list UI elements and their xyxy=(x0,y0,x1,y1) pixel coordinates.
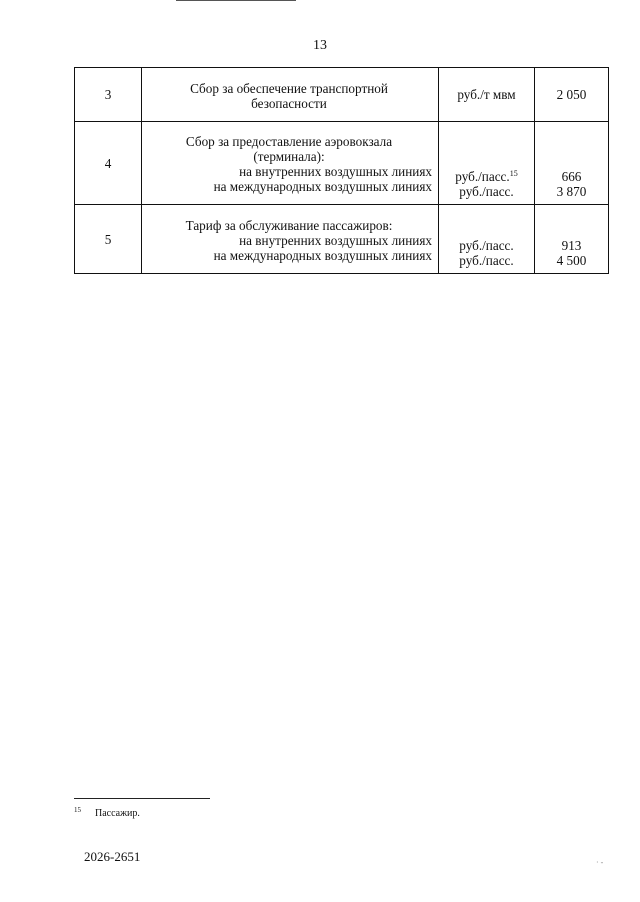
table-row xyxy=(75,122,609,205)
unit-line: руб./пасс. xyxy=(459,238,514,253)
footnote-mark: 15 xyxy=(74,806,81,814)
row-unit: руб./т мвм xyxy=(439,68,535,122)
row-title-line: Сбор за обеспечение транспортной xyxy=(190,80,388,96)
top-scan-rule xyxy=(176,0,296,1)
row-value xyxy=(535,205,609,274)
scan-specks: · ‑ xyxy=(596,858,604,867)
row-title-line: (терминала): xyxy=(253,149,325,164)
row-title-line: безопасности xyxy=(251,95,327,111)
row-sub-item: на международных воздушных линиях xyxy=(213,179,432,194)
row-title-line: Сбор за предоставление аэровокзала xyxy=(185,134,393,149)
footnote-separator xyxy=(74,798,210,799)
unit-line: руб./пасс. xyxy=(459,253,514,268)
row-unit xyxy=(439,205,535,274)
table-row xyxy=(75,68,609,122)
value-line: 666 xyxy=(561,169,582,184)
table-row xyxy=(75,205,609,274)
page-number: 13 xyxy=(313,38,327,53)
row-number: 3 xyxy=(75,68,142,122)
value-line: 913 xyxy=(561,238,582,253)
row-description xyxy=(142,205,439,274)
row-value: 2 050 xyxy=(535,68,609,122)
row-title-line: Тариф за обслуживание пассажиров: xyxy=(185,217,393,233)
row-description xyxy=(142,122,439,205)
row-unit xyxy=(439,122,535,205)
value-line: 4 500 xyxy=(556,253,587,268)
row-number: 5 xyxy=(75,205,142,274)
row-sub-item: на международных воздушных линиях xyxy=(213,247,432,263)
unit-line: руб./пасс. xyxy=(459,184,514,199)
row-sub-item: на внутренних воздушных линиях xyxy=(239,232,432,248)
row-sub-item: на внутренних воздушных линиях xyxy=(239,164,432,179)
footnote xyxy=(74,806,140,819)
row-description xyxy=(142,68,439,122)
value-line: 3 870 xyxy=(556,184,587,199)
unit-line xyxy=(439,166,534,184)
footnote-ref: 15 xyxy=(509,169,518,178)
unit-text: руб./пасс. xyxy=(455,169,510,184)
row-number: 4 xyxy=(75,122,142,205)
footnote-text: Пассажир. xyxy=(95,808,140,819)
fees-table xyxy=(74,67,609,274)
row-value xyxy=(535,122,609,205)
document-code: 2026-2651 xyxy=(84,849,141,864)
